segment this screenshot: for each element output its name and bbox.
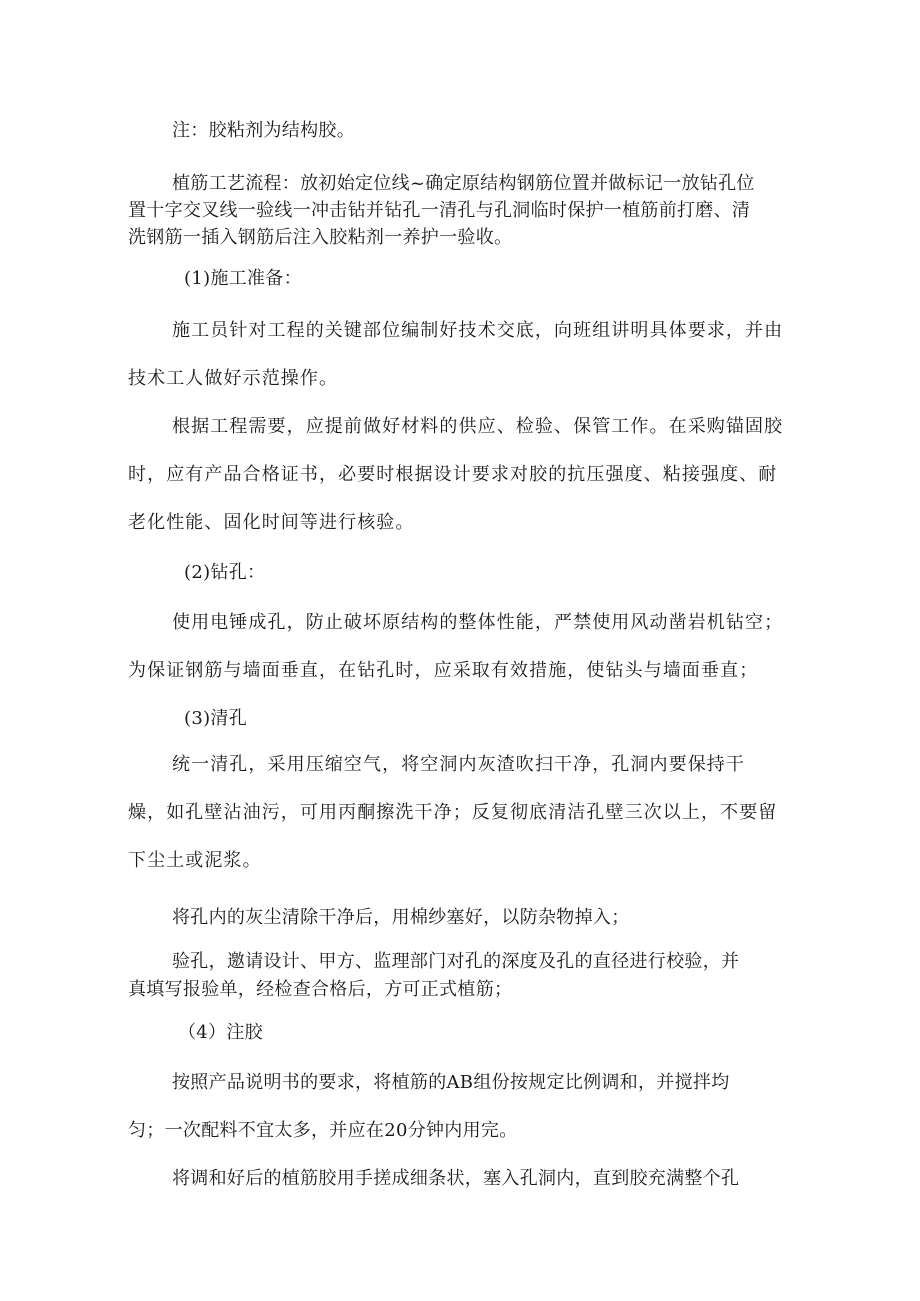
- paragraph-line: 统一清孔，采用压缩空气，将空洞内灰渣吹扫干净，孔洞内要保持干: [172, 754, 745, 775]
- paragraph-line: 施工员针对工程的关键部位编制好技术交底，向班组讲明具体要求，并由: [172, 320, 784, 341]
- paragraph-line: 匀；一次配料不宜太多，并应在20分钟内用完。: [128, 1120, 518, 1141]
- process-line-1: 植筋工艺流程：放初始定位线~确定原结构钢筋位置并做标记一放钻孔位: [172, 173, 755, 194]
- process-line-3: 洗钢筋一插入钢筋后注入胶粘剂一养护一验收。: [128, 227, 513, 248]
- paragraph-line: 老化性能、固化时间等进行核验。: [128, 512, 415, 533]
- paragraph-line: 按照产品说明书的要求，将植筋的AB组份按规定比例调和，并搅拌均: [172, 1072, 730, 1093]
- section-heading-2: (2)钻孔：: [184, 562, 266, 583]
- paragraph-line: 真填写报验单，经检查合格后，方可正式植筋；: [128, 979, 513, 1000]
- paragraph-line: 将孔内的灰尘清除干净后，用棉纱塞好，以防杂物掉入；: [172, 907, 630, 928]
- section-heading-1: (1)施工准备：: [184, 268, 302, 289]
- paragraph-line: 验孔，邀请设计、甲方、监理部门对孔的深度及孔的直径进行校验，并: [172, 951, 740, 972]
- paragraph-line: 使用电锤成孔，防止破坏原结构的整体性能，严禁使用风动凿岩机钻空；: [172, 612, 784, 633]
- section-heading-3: (3)清孔: [184, 708, 247, 729]
- paragraph-line: 下尘土或泥浆。: [128, 850, 262, 871]
- note-line: 注：胶粘剂为结构胶。: [172, 120, 355, 141]
- paragraph-line: 燥，如孔壁沾油污，可用丙酮擦洗干净；反复彻底清洁孔壁三次以上，不要留: [128, 802, 778, 823]
- paragraph-line: 将调和好后的植筋胶用手搓成细条状，塞入孔洞内，直到胶充满整个孔: [172, 1168, 740, 1189]
- process-line-2: 置十字交叉线一验线一冲击钻并钻孔一清孔与孔洞临时保护一植筋前打磨、清: [128, 200, 751, 221]
- paragraph-line: 根据工程需要，应提前做好材料的供应、检验、保管工作。在采购锚固胶: [172, 416, 784, 437]
- section-heading-4: （4）注胶: [178, 1022, 263, 1043]
- paragraph-line: 技术工人做好示范操作。: [128, 368, 339, 389]
- paragraph-line: 时，应有产品合格证书，必要时根据设计要求对胶的抗压强度、粘接强度、耐: [128, 464, 778, 485]
- paragraph-line: 为保证钢筋与墙面垂直，在钻孔时，应采取有效措施，使钻头与墙面垂直；: [128, 660, 759, 681]
